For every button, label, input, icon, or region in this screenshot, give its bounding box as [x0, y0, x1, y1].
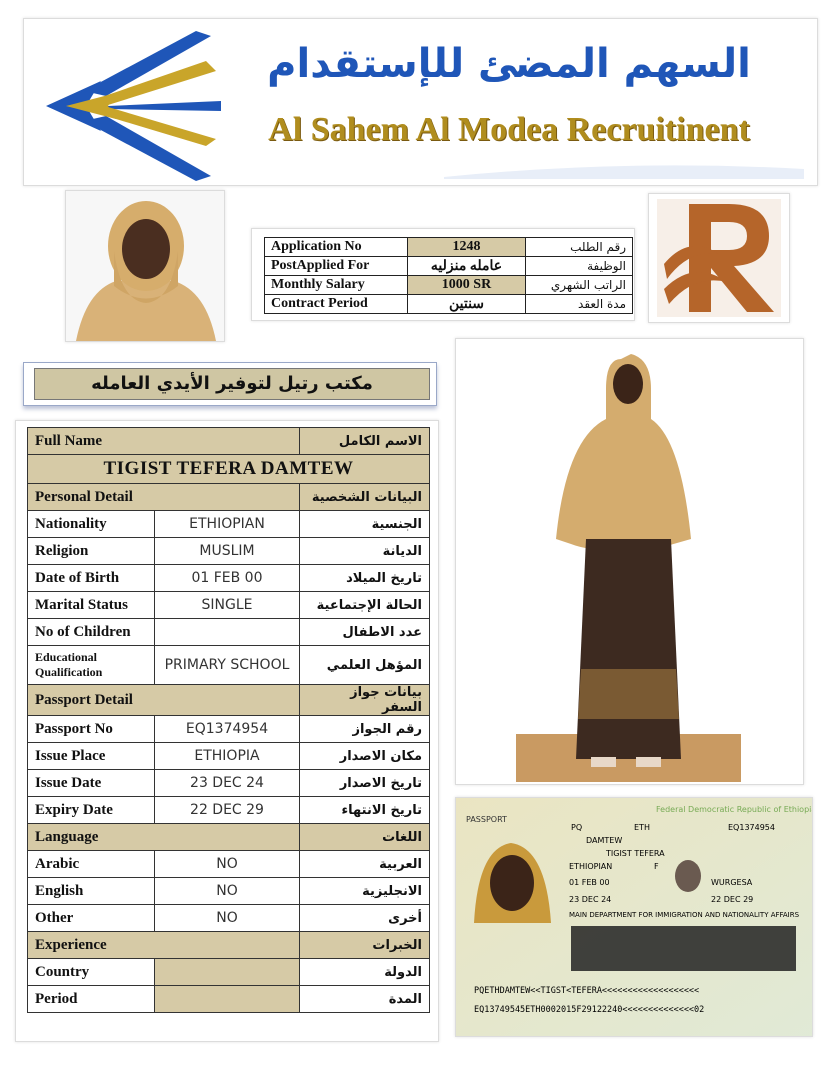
- children-label-ar: عدد الاطفال: [300, 619, 430, 646]
- passport-mrz-line1: PQETHDAMTEW<<TIGST<TEFERA<<<<<<<<<<<<<<<<<<<: [474, 986, 700, 996]
- table-row: [28, 824, 430, 851]
- table-row: [265, 238, 633, 257]
- contract-period-label-ar: مدة العقد: [526, 295, 633, 314]
- application-info-card: [251, 228, 635, 321]
- passport-date-issue: 23 DEC 24: [569, 895, 612, 904]
- monthly-salary-label: Monthly Salary: [265, 276, 408, 295]
- issue-place-value: ETHIOPIA: [155, 743, 300, 770]
- passport-scan: [455, 797, 813, 1037]
- issue-place-label-ar: مكان الاصدار: [300, 743, 430, 770]
- table-row: [28, 565, 430, 592]
- passport-mrz-line2: EQ13749545ETH0002015F29122240<<<<<<<<<<<<<<02: [474, 1005, 705, 1015]
- religion-label-ar: الديانة: [300, 538, 430, 565]
- office-name: مكتب رتيل لتوفير الأيدي العامله: [34, 368, 430, 400]
- language-header: Language: [28, 824, 300, 851]
- dob-label: Date of Birth: [28, 565, 155, 592]
- decorative-swoosh: [444, 159, 804, 179]
- other-language-label: Other: [28, 905, 155, 932]
- passport-detail-header: Passport Detail: [28, 685, 300, 716]
- marital-status-label: Marital Status: [28, 592, 155, 619]
- issue-place-label: Issue Place: [28, 743, 155, 770]
- contract-period-label: Contract Period: [265, 295, 408, 314]
- education-label-ar: المؤهل العلمي: [300, 646, 430, 685]
- table-row: [28, 511, 430, 538]
- company-logo-icon: [46, 31, 226, 181]
- experience-header-ar: الخبرات: [300, 932, 430, 959]
- table-row: [265, 276, 633, 295]
- table-row: [28, 851, 430, 878]
- application-no-value: 1248: [408, 238, 526, 257]
- monthly-salary-label-ar: الراتب الشهري: [526, 276, 633, 295]
- period-label: Period: [28, 986, 155, 1013]
- table-row: [28, 646, 430, 685]
- passport-nationality: ETHIOPIAN: [569, 862, 613, 871]
- english-label-ar: الانجليزية: [300, 878, 430, 905]
- table-row: [28, 986, 430, 1013]
- expiry-date-value: 22 DEC 29: [155, 797, 300, 824]
- application-info-table: [264, 237, 633, 314]
- table-row: [28, 959, 430, 986]
- other-language-value: NO: [155, 905, 300, 932]
- arabic-value: NO: [155, 851, 300, 878]
- personal-detail-header-ar: البيانات الشخصية: [300, 484, 430, 511]
- expiry-date-label: Expiry Date: [28, 797, 155, 824]
- issue-date-label: Issue Date: [28, 770, 155, 797]
- expiry-date-label-ar: تاريخ الانتهاء: [300, 797, 430, 824]
- country-label: Country: [28, 959, 155, 986]
- passport-number: EQ1374954: [728, 823, 775, 832]
- application-no-label-ar: رقم الطلب: [526, 238, 633, 257]
- r-logo-icon: [649, 194, 789, 322]
- nationality-label-ar: الجنسية: [300, 511, 430, 538]
- table-row: [28, 797, 430, 824]
- passport-ghost-photo: [675, 860, 701, 892]
- issue-date-value: 23 DEC 24: [155, 770, 300, 797]
- table-row: [28, 932, 430, 959]
- passport-given-names: TIGIST TEFERA: [606, 849, 665, 858]
- candidate-details-card: [15, 420, 439, 1042]
- education-label: Educational Qualification: [28, 646, 155, 685]
- header-banner: [23, 18, 818, 186]
- children-value: [155, 619, 300, 646]
- language-header-ar: اللغات: [300, 824, 430, 851]
- marital-status-value: SINGLE: [155, 592, 300, 619]
- passport-no-value: EQ1374954: [155, 716, 300, 743]
- dob-value: 01 FEB 00: [155, 565, 300, 592]
- post-applied-label: PostApplied For: [265, 257, 408, 276]
- table-row: [28, 905, 430, 932]
- post-applied-label-ar: الوظيفة: [526, 257, 633, 276]
- table-row: [28, 428, 430, 455]
- english-value: NO: [155, 878, 300, 905]
- candidate-full-body-photo: [455, 338, 804, 785]
- table-row: [28, 619, 430, 646]
- table-row: [28, 538, 430, 565]
- company-name-latin: Al Sahem Al Modea Recruitinent: [268, 111, 750, 148]
- country-label-ar: الدولة: [300, 959, 430, 986]
- full-name-label-ar: الاسم الكامل: [300, 428, 430, 455]
- religion-value: MUSLIM: [155, 538, 300, 565]
- passport-no-label-ar: رقم الجواز: [300, 716, 430, 743]
- marital-status-label-ar: الحالة الإجتماعية: [300, 592, 430, 619]
- period-label-ar: المدة: [300, 986, 430, 1013]
- passport-no-label: Passport No: [28, 716, 155, 743]
- table-row: [28, 685, 430, 716]
- monthly-salary-value: 1000 SR: [408, 276, 526, 295]
- table-row: [28, 716, 430, 743]
- application-no-label: Application No: [265, 238, 408, 257]
- country-value: [155, 959, 300, 986]
- table-row: [28, 878, 430, 905]
- passport-date-expiry: 22 DEC 29: [711, 895, 754, 904]
- issue-date-label-ar: تاريخ الاصدار: [300, 770, 430, 797]
- post-applied-value: عامله منزليه: [408, 257, 526, 276]
- office-logo: [648, 193, 790, 323]
- passport-barcode: [571, 926, 796, 971]
- passport-sex: F: [654, 862, 659, 871]
- passport-doc-label: PASSPORT: [466, 815, 507, 824]
- full-name-value: TIGIST TEFERA DAMTEW: [28, 455, 430, 484]
- arabic-label: Arabic: [28, 851, 155, 878]
- period-value: [155, 986, 300, 1013]
- passport-detail-header-ar: بيانات جواز السفر: [300, 685, 430, 716]
- candidate-details-table: [27, 427, 430, 1013]
- office-name-banner: [23, 362, 437, 406]
- passport-authority: MAIN DEPARTMENT FOR IMMIGRATION AND NATIONALITY AFFAIRS: [569, 911, 800, 919]
- passport-code: ETH: [634, 823, 650, 832]
- children-label: No of Children: [28, 619, 155, 646]
- passport-surname: DAMTEW: [586, 836, 623, 845]
- candidate-portrait-photo: [65, 190, 225, 342]
- passport-dob: 01 FEB 00: [569, 878, 610, 887]
- religion-label: Religion: [28, 538, 155, 565]
- education-value: PRIMARY SCHOOL: [155, 646, 300, 685]
- contract-period-value: سنتين: [408, 295, 526, 314]
- arabic-label-ar: العربية: [300, 851, 430, 878]
- table-row: [265, 257, 633, 276]
- dob-label-ar: تاريخ الميلاد: [300, 565, 430, 592]
- table-row: [28, 455, 430, 484]
- passport-type: PQ: [571, 823, 583, 832]
- table-row: [265, 295, 633, 314]
- personal-detail-header: Personal Detail: [28, 484, 300, 511]
- english-label: English: [28, 878, 155, 905]
- experience-header: Experience: [28, 932, 300, 959]
- table-row: [28, 484, 430, 511]
- nationality-label: Nationality: [28, 511, 155, 538]
- passport-country: Federal Democratic Republic of Ethiopia: [656, 805, 812, 814]
- table-row: [28, 743, 430, 770]
- table-row: [28, 770, 430, 797]
- company-name-arabic: السهم المضئ للإستقدام: [267, 41, 751, 87]
- other-language-label-ar: أخرى: [300, 905, 430, 932]
- nationality-value: ETHIOPIAN: [155, 511, 300, 538]
- passport-place-of-birth: WURGESA: [711, 878, 753, 887]
- table-row: [28, 592, 430, 619]
- full-name-label: Full Name: [28, 428, 300, 455]
